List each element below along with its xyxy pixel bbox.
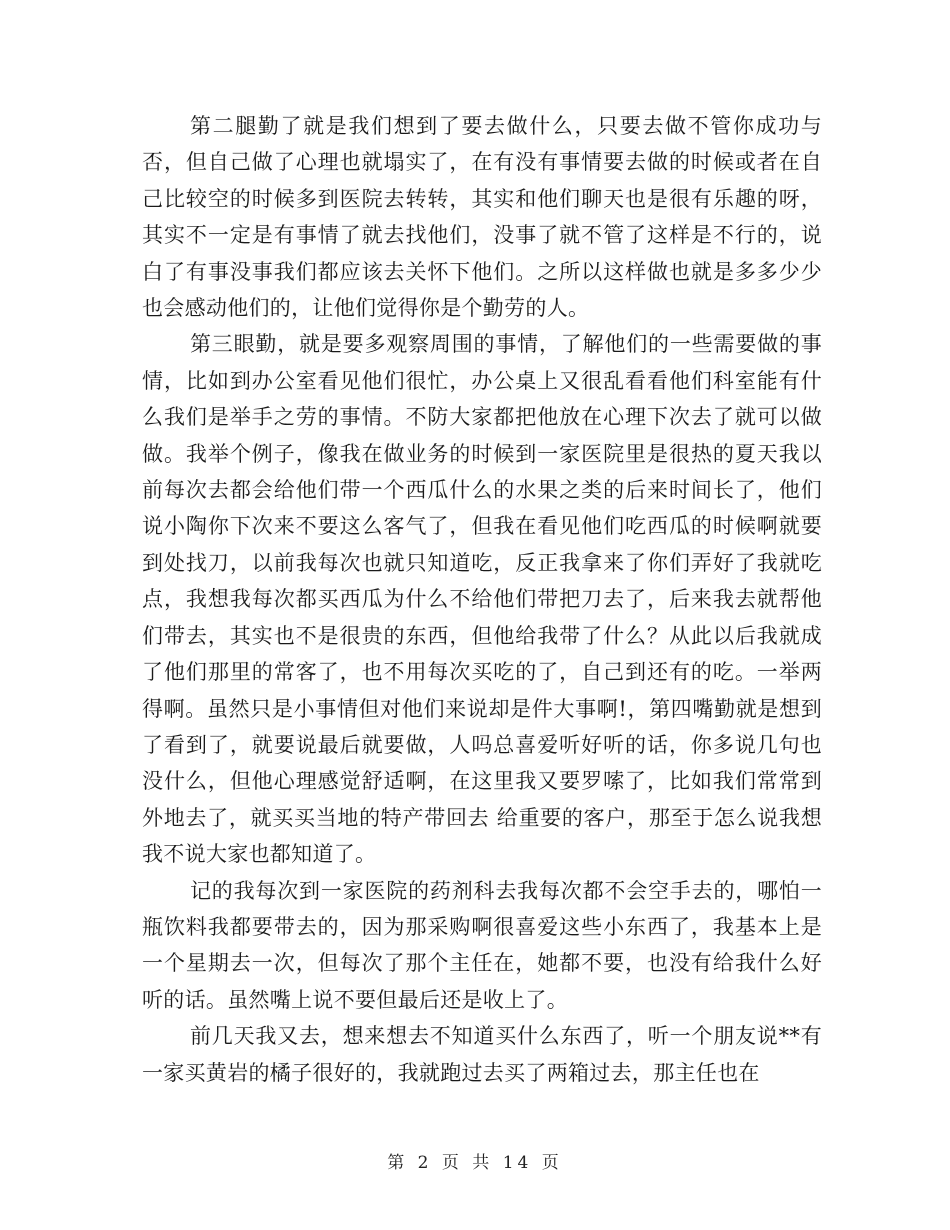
paragraph-2: 第三眼勤，就是要多观察周围的事情，了解他们的一些需要做的事情，比如到办公室看见他们很忙，办公桌上又很乱看看他们科室能有什么我们是举手之劳的事情。不防大家都把他放在心理下次去了就可以做做。我举个例子，像我在做业务的时候到一家医院里是很热的夏天我以前每次去都会给他们带一个西瓜什么的水果之类的后来时间长了，他们说小陶你下次来不要这么客气了，但我在看见他们吃西瓜的时候啊就要到处找刀，以前我每次也就只知道吃，反正我拿来了你们弄好了我就吃点，我想我每次都买西瓜为什么不给他们带把刀去了，后来我去就帮他们带去，其实也不是很贵的东西，但他给我带了什么？从此以后我就成了他们那里的常客了，也不用每次买吃的了，自己到还有的吃。一举两得啊。虽然只是小事情但对他们来说却是件大事啊!，第四嘴勤就是想到了看到了，就要说最后就要做，人吗总喜爱听好听的话，你多说几句也没什么，但他心理感觉舒适啊，在这里我又要罗嗦了，比如我们常常到外地去了，就买买当地的特产带回去 给重要的客户，那至于怎么说我想我不说大家也都知道了。 [142,332,822,867]
page-footer: 第 2 页 共 14 页 [387,1153,563,1173]
paragraph-1: 第二腿勤了就是我们想到了要去做什么，只要去做不管你成功与否，但自己做了心理也就塌实了，在有没有事情要去做的时候或者在自己比较空的时候多到医院去转转，其实和他们聊天也是很有乐趣的呀，其实不一定是有事情了就去找他们，没事了就不管了这样是不行的，说白了有事没事我们都应该去关怀下他们。之所以这样做也就是多多少少也会感动他们的，让他们觉得你是个勤劳的人。 [142,114,822,321]
document-body [142,108,822,1091]
paragraph-4: 前几天我又去，想来想去不知道买什么东西了，听一个朋友说**有一家买黄岩的橘子很好的，我就跑过去买了两箱过去，那主任也在 [142,1024,822,1085]
paragraph-3: 记的我每次到一家医院的药剂科去我每次都不会空手去的，哪怕一瓶饮料我都要带去的，因为那采购啊很喜爱这些小东西了，我基本上是一个星期去一次，但每次了那个主任在，她都不要，也没有给我什么好听的话。虽然嘴上说不要但最后还是收上了。 [142,878,822,1012]
